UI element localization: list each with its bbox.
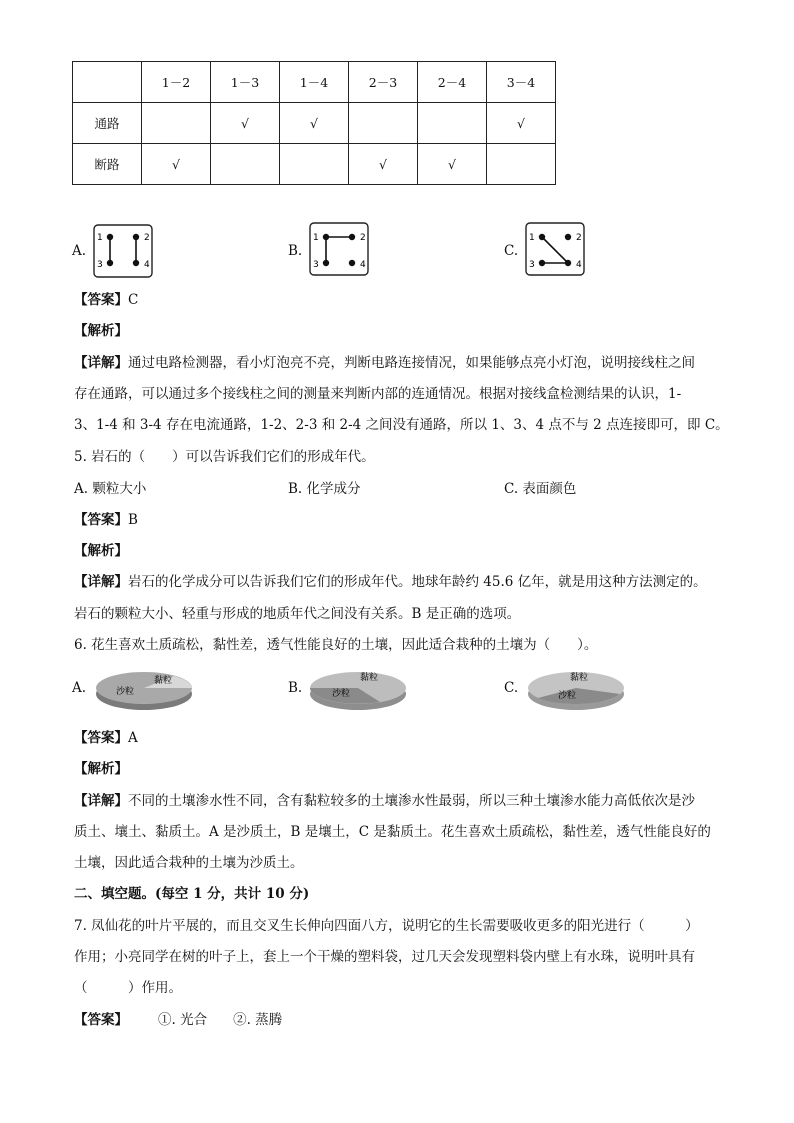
q6-option-c-pie: [524, 660, 628, 716]
q4-detail-line: 3、1-4 和 3-4 存在电流通路，1-2、2-3 和 2-4 之间没有通路，所以 1、3、4 点不与 2 点连接即可，即 C。: [74, 417, 729, 433]
q4-option-b-diagram: [308, 221, 372, 277]
table-row: [73, 103, 556, 144]
q5-option-c: C. 表面颜色: [504, 481, 577, 497]
q4-detail-line: 存在通路，可以通过多个接线柱之间的测量来判断内部的连通情况。根据对接线盒检测结果的认识，1-: [74, 386, 682, 402]
terminal-label: 4: [144, 260, 150, 270]
q6-option-a-pie: [92, 664, 196, 714]
q5-option-b: B. 化学成分: [288, 481, 361, 497]
q6-detail-line: 土壤，因此适合栽种的土壤为沙质土。: [74, 855, 304, 871]
table-cell: √: [487, 103, 556, 144]
terminal-label: 4: [576, 260, 582, 270]
terminal-label: 1: [529, 233, 535, 243]
table-header-cell: 1－4: [280, 62, 349, 103]
table-cell: [211, 144, 280, 185]
clay-label: 黏粒: [570, 673, 589, 683]
q5-detail-line: 岩石的颗粒大小、轻重与形成的地质年代之间没有关系。B 是正确的选项。: [74, 606, 521, 622]
row-label: 断路: [73, 144, 142, 185]
table-cell: √: [211, 103, 280, 144]
q6-option-c-letter: C.: [504, 680, 519, 696]
row-label: 通路: [73, 103, 142, 144]
terminal-label: 2: [144, 233, 150, 243]
q5-question: 5. 岩石的（ ）可以告诉我们它们的形成年代。: [74, 449, 375, 465]
sand-label: 沙粒: [332, 689, 351, 699]
q4-option-b-letter: B.: [288, 243, 303, 259]
q6-option-b-pie: [306, 660, 410, 716]
q6-answer: 【答案】A: [74, 730, 138, 746]
table-cell: [280, 144, 349, 185]
q4-detail-line: 【详解】通过电路检测器，看小灯泡亮不亮，判断电路连接情况，如果能够点亮小灯泡，说明接线柱之间: [74, 355, 695, 371]
terminal-label: 3: [529, 260, 535, 270]
q6-option-b-letter: B.: [288, 680, 303, 696]
q4-analysis-tag: 【解析】: [74, 323, 128, 339]
sand-label: 沙粒: [116, 687, 135, 697]
q6-detail-line: 【详解】不同的土壤渗水性不同，含有黏粒较多的土壤渗水性最弱，所以三种土壤渗水能力高低依次是沙: [74, 793, 695, 809]
table-cell: [487, 144, 556, 185]
table-header-row: [73, 62, 556, 103]
section-2-heading: 二、填空题。(每空 1 分，共计 10 分): [74, 886, 310, 902]
terminal-label: 1: [97, 233, 103, 243]
table-cell: [142, 103, 211, 144]
clay-label: 黏粒: [154, 676, 173, 686]
q6-option-a-letter: A.: [72, 680, 87, 696]
table-cell: √: [349, 144, 418, 185]
clay-label: 黏粒: [360, 673, 379, 683]
table-header-cell: 1－2: [142, 62, 211, 103]
table-cell: [418, 103, 487, 144]
terminal-label: 1: [313, 233, 319, 243]
table-cell: [349, 103, 418, 144]
q4-option-a-letter: A.: [72, 243, 87, 259]
q5-option-a: A. 颗粒大小: [74, 481, 147, 497]
q5-analysis-tag: 【解析】: [74, 543, 128, 559]
table-header-cell: 1－3: [211, 62, 280, 103]
q7-line: 作用；小亮同学在树的叶子上，套上一个干燥的塑料袋，过几天会发现塑料袋内壁上有水珠，说明叶具有: [74, 949, 695, 965]
q5-detail-line: 【详解】岩石的化学成分可以告诉我们它们的形成年代。地球年龄约 45.6 亿年，就是用这种方法测定的。: [74, 574, 707, 590]
terminal-label: 4: [360, 260, 366, 270]
table-header-cell: 2－3: [349, 62, 418, 103]
q6-analysis-tag: 【解析】: [74, 761, 128, 777]
q7-line: 7. 凤仙花的叶片平展的，而且交叉生长伸向四面八方，说明它的生长需要吸收更多的阳光进行（ ）: [74, 918, 699, 934]
terminal-label: 3: [313, 260, 319, 270]
q4-option-c-letter: C.: [504, 243, 519, 259]
q4-option-a-diagram: [92, 223, 156, 279]
table-row: [73, 144, 556, 185]
q4-option-c-diagram: [524, 221, 588, 277]
table-cell: √: [280, 103, 349, 144]
terminal-label: 2: [576, 233, 582, 243]
sand-label: 沙粒: [558, 691, 577, 701]
table-cell: √: [142, 144, 211, 185]
table-header-cell: 3－4: [487, 62, 556, 103]
q6-question: 6. 花生喜欢土质疏松，黏性差，透气性能良好的土壤，因此适合栽种的土壤为（ ）。: [74, 637, 598, 653]
terminal-label: 3: [97, 260, 103, 270]
q6-detail-line: 质土、壤土、黏质土。A 是沙质土，B 是壤土，C 是黏质土。花生喜欢土质疏松，黏性差，透气性能良好的: [74, 824, 711, 840]
terminal-label: 2: [360, 233, 366, 243]
table-header-cell: 2－4: [418, 62, 487, 103]
q7-line: （ ）作用。: [74, 980, 182, 996]
table-header-cell: [73, 62, 142, 103]
q4-answer: 【答案】C: [74, 292, 139, 308]
table-cell: √: [418, 144, 487, 185]
q5-answer: 【答案】B: [74, 512, 138, 528]
circuit-test-table: [72, 61, 556, 185]
q7-answer: 【答案】 ①. 光合 ②. 蒸腾: [74, 1012, 283, 1028]
